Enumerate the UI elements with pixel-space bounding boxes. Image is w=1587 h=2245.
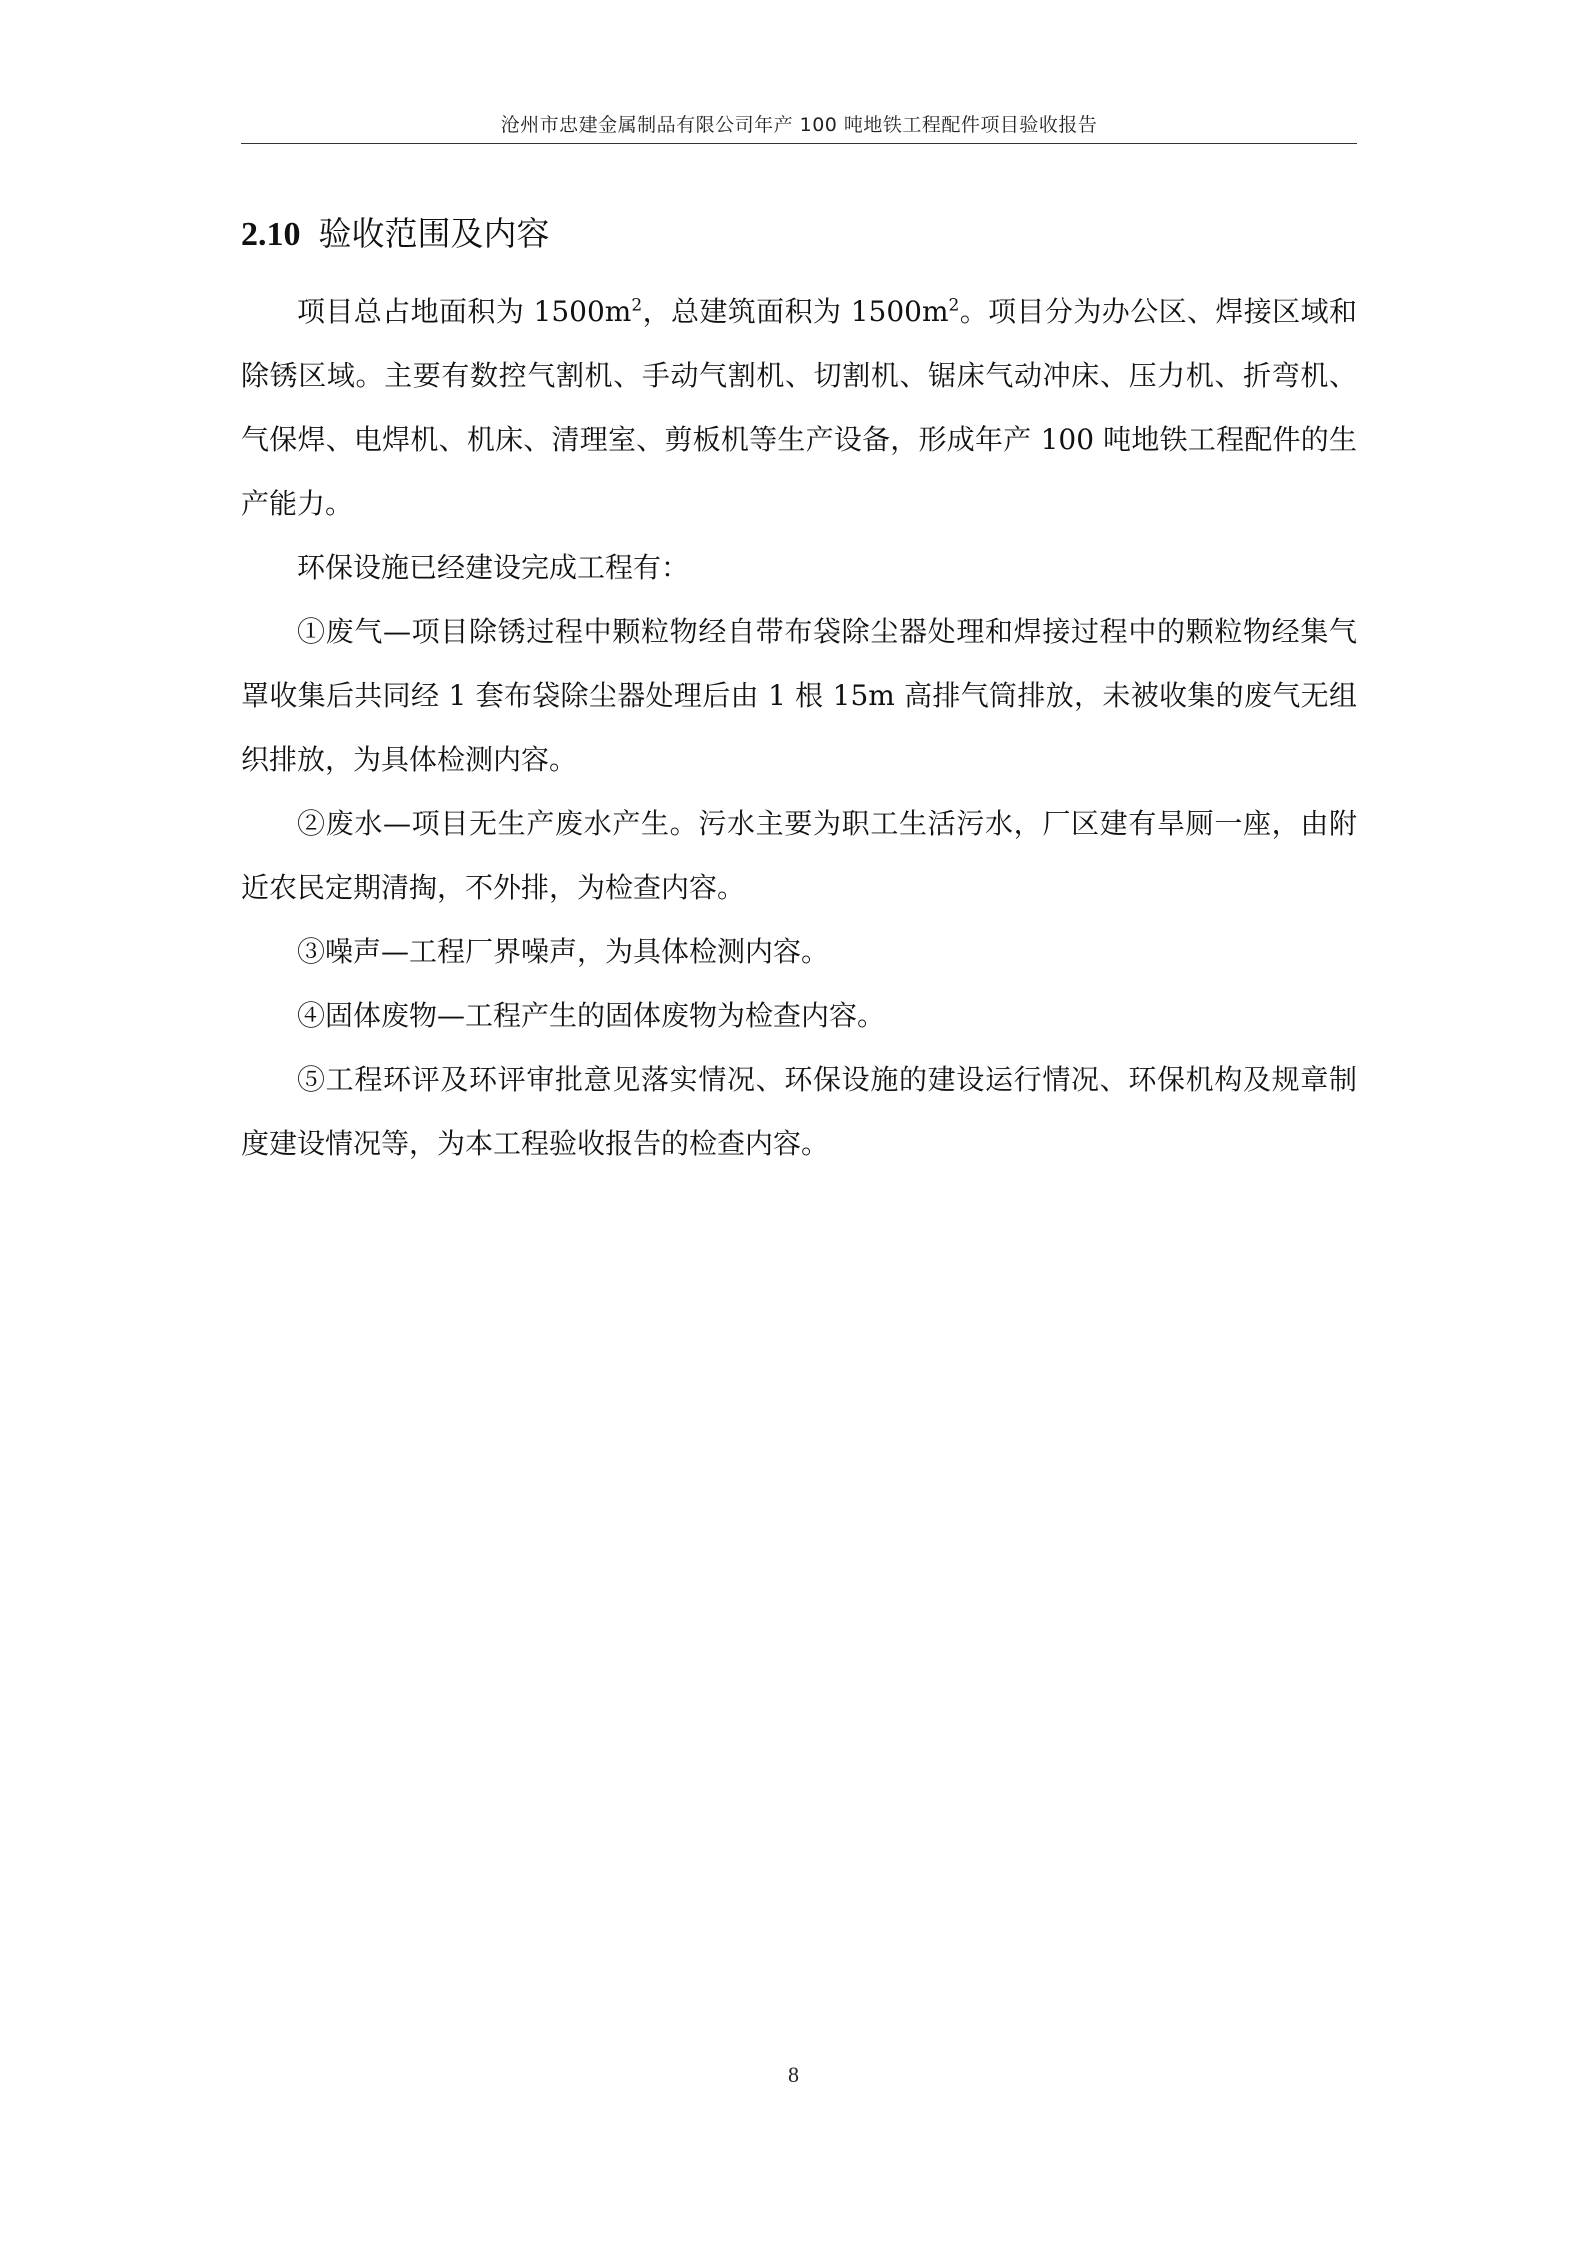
section-number: 2.10: [241, 216, 301, 253]
paragraph-waste-gas: ①废气—项目除锈过程中颗粒物经自带布袋除尘器处理和焊接过程中的颗粒物经集气罩收集后共同经 1 套布袋除尘器处理后由 1 根 15m 高排气筒排放，未被收集的废气无组织排放，为具体检测内容。: [241, 615, 1357, 776]
page-number: 8: [788, 2062, 799, 2087]
section-heading: [241, 208, 550, 255]
superscript: 2: [631, 295, 643, 316]
superscript: 2: [948, 295, 960, 316]
paragraph-text: 。项目分为办公区、焊接区域和除锈区域。主要有数控气割机、手动气割机、切割机、锯床气动冲床、压力机、折弯机、气保焊、电焊机、机床、清理室、剪板机等生产设备，形成年产 100 吨地铁工程配件的生产能力。: [241, 295, 1357, 520]
paragraph-text: 项目总占地面积为 1500m: [297, 295, 632, 328]
paragraph-noise: ③噪声—工程厂界噪声，为具体检测内容。: [297, 935, 830, 968]
header-divider: [241, 143, 1357, 144]
running-header: 沧州市忠建金属制品有限公司年产 100 吨地铁工程配件项目验收报告: [500, 114, 1098, 136]
section-title: 验收范围及内容: [318, 214, 550, 253]
body-text: [241, 280, 1357, 1176]
paragraph-eia-compliance: ⑤工程环评及环评审批意见落实情况、环保设施的建设运行情况、环保机构及规章制度建设情况等，为本工程验收报告的检查内容。: [241, 1063, 1357, 1160]
paragraph-project-overview: [241, 280, 1357, 536]
paragraph-solid-waste: ④固体废物—工程产生的固体废物为检查内容。: [297, 999, 886, 1032]
paragraph-facilities-intro: 环保设施已经建设完成工程有：: [297, 551, 690, 584]
paragraph-text: ，总建筑面积为 1500m: [642, 295, 949, 328]
paragraph-waste-water: ②废水—项目无生产废水产生。污水主要为职工生活污水，厂区建有旱厕一座，由附近农民定期清掏，不外排，为检查内容。: [241, 807, 1357, 904]
